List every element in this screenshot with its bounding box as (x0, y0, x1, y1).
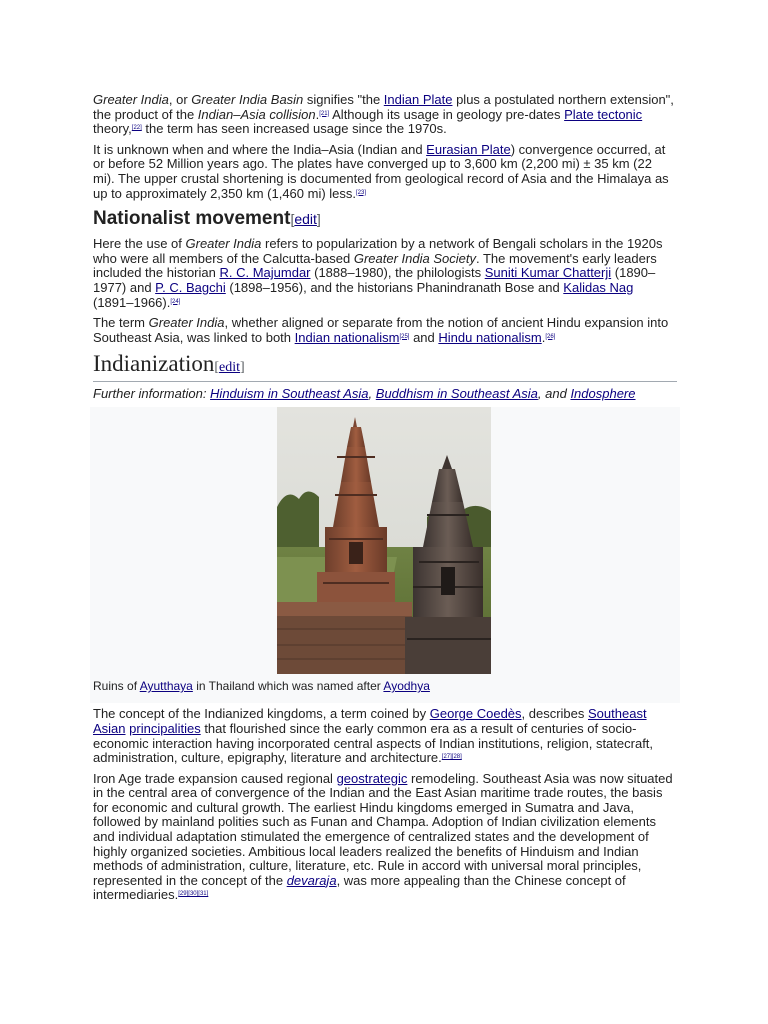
link-hinduism-in-southeast-asia[interactable]: Hinduism in Southeast Asia (210, 386, 369, 402)
link-ayodhya[interactable]: Ayodhya (383, 679, 430, 694)
link-rc-majumdar[interactable]: R. C. Majumdar (219, 265, 311, 281)
edit-link[interactable]: edit (219, 360, 241, 376)
edit-section-indianization: [edit] (214, 360, 245, 376)
link-devaraja[interactable]: devaraja (286, 872, 337, 888)
link-indosphere[interactable]: Indosphere (570, 386, 636, 402)
indianization-paragraph-2: Iron Age trade expansion caused regional geostrategic remodeling. Southeast Asia was now situated in the central area of convergence of the Indian and the East Asian maritime trade routes, the basis for economic and cultural growth. The earliest Hindu kingdoms emerged in Sumatra and Java, followed by mainland polities such as Funan and Champa. Adoption of Indian civilization elements and individual adaptation stimulated the emergence of centralized states and the development of highly organized societies. Ambitious local leaders realized the benefits of Hinduism and Indian methods of administration, culture, literature, etc. Rule in accord with universal moral principles, represented in the concept of the devaraja, was more appealing than the Chinese concept of intermediaries.[29][30][31] (93, 770, 673, 903)
figure-caption: Ruins of Ayutthaya in Thailand which was named after Ayodhya (93, 679, 430, 694)
citation-29-30-31[interactable]: [29][30][31] (178, 891, 209, 898)
link-southeast-asian[interactable]: Southeast Asian (93, 706, 647, 736)
ayutthaya-ruins-photo[interactable] (277, 407, 491, 674)
link-hindu-nationalism[interactable]: Hindu nationalism (438, 329, 542, 345)
link-george-coedes[interactable]: George Coedès (429, 706, 522, 722)
section-heading-nationalist-movement: Nationalist movement[edit] (93, 208, 321, 230)
link-pc-bagchi[interactable]: P. C. Bagchi (155, 279, 226, 295)
section-heading-indianization: Indianization[edit] (93, 351, 677, 382)
further-information-hatnote: Further information: Hinduism in Southeast Asia, Buddhism in Southeast Asia, and Indosphere (93, 386, 636, 402)
citation-24[interactable]: [24] (170, 298, 181, 305)
link-geostrategic[interactable]: geostrategic (336, 770, 408, 786)
edit-link[interactable]: edit (294, 211, 317, 228)
nationalist-paragraph-2: The term Greater India, whether aligned or separate from the notion of ancient Hindu expansion into Southeast Asia, was linked to both Indian nationalism[25] and Hindu nationalism.[26] (93, 315, 669, 345)
link-kalidas-nag[interactable]: Kalidas Nag (563, 279, 634, 295)
link-suniti-kumar-chatterji[interactable]: Suniti Kumar Chatterji (484, 265, 612, 281)
citation-21[interactable]: [21] (319, 110, 330, 117)
link-principalities[interactable]: principalities (129, 720, 201, 736)
citation-22[interactable]: [22] (131, 125, 142, 132)
link-indian-plate[interactable]: Indian Plate (383, 92, 453, 107)
link-eurasian-plate[interactable]: Eurasian Plate (426, 141, 511, 157)
indianization-paragraph-1: The concept of the Indianized kingdoms, a term coined by George Coedès, describes Southeast Asian principalities that flourished since the early common era as a result of centuries of socio-economic interaction having incorporated central aspects of Indian institutions, religion, statecraft, administration, culture, epigraphy, literature and architecture.[27][28] (93, 706, 654, 766)
link-plate-tectonic[interactable]: Plate tectonic (564, 106, 643, 122)
link-buddhism-in-southeast-asia[interactable]: Buddhism in Southeast Asia (375, 386, 538, 402)
link-ayutthaya[interactable]: Ayutthaya (139, 679, 193, 694)
citation-23[interactable]: [23] (356, 189, 367, 196)
citation-25[interactable]: [25] (399, 333, 410, 340)
intro-paragraph-2: It is unknown when and where the India–Asia (Indian and Eurasian Plate) convergence occurred, at or before 52 Million years ago. The plates have converged up to 3,600 km (2,200 mi) ± 35 km (22 mi). The upper crustal shortening is documented from geological record of Asia and the Himalaya as up to approximately 2,350 km (1,460 mi) less.[23] (93, 141, 669, 201)
nationalist-paragraph-1: Here the use of Greater India refers to popularization by a network of Bengali scholars in the 1920s who were all members of the Calcutta-based Greater India Society. The movement's early leaders included the historian R. C. Majumdar (1888–1980), the philologists Suniti Kumar Chatterji (1890–1977) and P. C. Bagchi (1898–1956), and the historians Phanindranath Bose and Kalidas Nag (1891–1966).[24] (93, 236, 663, 310)
intro-paragraph-1: Greater India, or Greater India Basin signifies "the Indian Plate plus a postulated northern extension", the product of the Indian–Asia collision.[21] Although its usage in geology pre-dates Plate tectonic theory,[22] the term has seen increased usage since the 1970s. (93, 92, 674, 137)
edit-section-nationalist: [edit] (290, 211, 321, 228)
citation-27-28[interactable]: [27][28] (441, 754, 462, 761)
thumbnail-figure (90, 407, 680, 703)
citation-26[interactable]: [26] (545, 333, 556, 340)
link-indian-nationalism[interactable]: Indian nationalism (294, 329, 400, 345)
article-body (93, 93, 677, 909)
